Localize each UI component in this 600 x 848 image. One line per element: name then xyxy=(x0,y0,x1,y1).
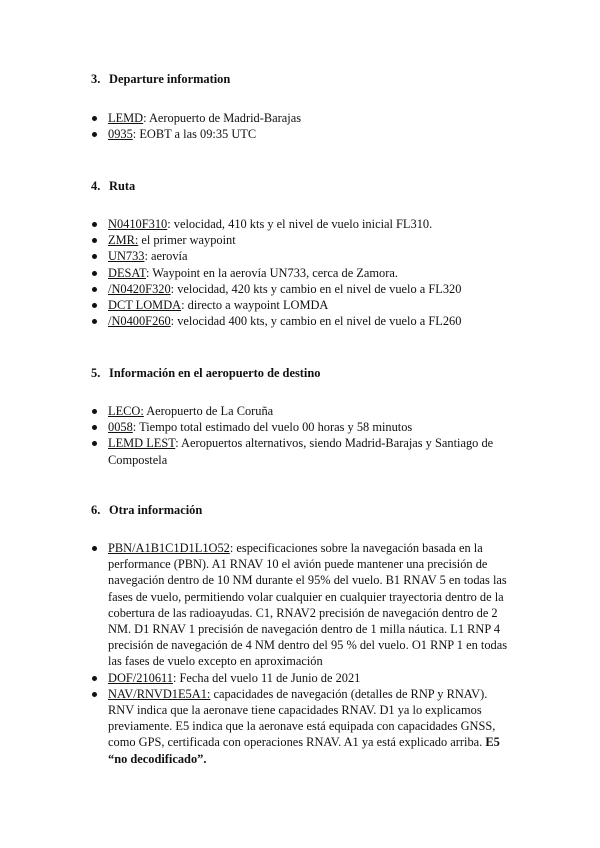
list-item: DOF/210611: Fecha del vuelo 11 de Junio de 2021 xyxy=(0,670,600,686)
code-link[interactable]: UN733 xyxy=(108,249,145,264)
bullet-icon xyxy=(92,132,97,137)
list-item: NAV/RNVD1E5A1: capacidades de navegación (detalles de RNP y RNAV). RNV indica que la aeronave tiene capacidades RNAV. D1 ya lo explicamos previamente. E5 indica que la aeronave está equipada con capacidades GNSS, como GPS, certificada con operaciones RNAV. A1 ya está explicado arriba. E5 “no decodificado”. xyxy=(0,686,600,767)
list-item: 0058: Tiempo total estimado del vuelo 00 horas y 58 minutos xyxy=(0,419,600,435)
bullet-list xyxy=(0,540,600,767)
code-link[interactable]: N0410F310 xyxy=(108,217,168,231)
list-item: N0410F310: velocidad, 410 kts y el nivel de vuelo inicial FL310. xyxy=(0,216,600,232)
code-link[interactable]: /N0400F260 xyxy=(108,314,171,329)
bullet-icon xyxy=(92,116,97,121)
bullet-list xyxy=(0,403,600,468)
code-link[interactable]: DESAT xyxy=(108,265,146,280)
bullet-list xyxy=(0,216,600,329)
list-item: DESAT: Waypoint en la aerovía UN733, cerca de Zamora. xyxy=(0,265,600,281)
bullet-icon xyxy=(92,287,97,292)
bullet-icon xyxy=(92,254,97,259)
bullet-icon xyxy=(92,676,97,681)
list-item: LECO: Aeropuerto de La Coruña xyxy=(0,403,600,419)
bullet-icon xyxy=(92,271,97,276)
code-link[interactable]: LEMD LEST xyxy=(108,436,176,451)
list-item: /N0400F260: velocidad 400 kts, y cambio en el nivel de vuelo a FL260 xyxy=(0,313,600,329)
bullet-icon xyxy=(92,222,97,227)
code-link[interactable]: NAV/RNVD1E5A1: xyxy=(108,686,211,701)
bullet-icon xyxy=(92,692,97,697)
list-item: DCT LOMDA: directo a waypoint LOMDA xyxy=(0,297,600,313)
list-item: PBN/A1B1C1D1L1O52: especificaciones sobre la navegación basada en la performance (PBN). A1 RNAV 10 el avión puede mantener una precisión de navegación dentro de 10 NM durante el 95% del vuelo. B1 RNAV 5 en todas las fases de vuelo, permitiendo volar cualquier en cualquier trayectoria dentro de la cobertura de las radioayudas. C1, RNAV2 precisión de navegación dentro de 2 NM. D1 RNAV 1 precisión de navegación dentro de 1 milla náutica. L1 RNP 4 precisión de navegación de 4 NM dentro del 95 % del vuelo. O1 RNP 1 en todas las fases de vuelo excepto en aproximación xyxy=(0,540,600,670)
bullet-icon xyxy=(92,409,97,414)
list-item: 0935: EOBT a las 09:35 UTC xyxy=(0,126,600,142)
code-link[interactable]: PBN/A1B1C1D1L1O52 xyxy=(108,541,230,555)
bullet-icon xyxy=(92,546,97,551)
list-item: LEMD: Aeropuerto de Madrid-Barajas xyxy=(0,110,600,126)
code-link[interactable]: DCT LOMDA xyxy=(108,298,182,313)
list-item: ZMR: el primer waypoint xyxy=(0,232,600,248)
code-link[interactable]: LEMD xyxy=(108,111,144,125)
bullet-list xyxy=(0,110,600,142)
code-link[interactable]: 0935 xyxy=(108,127,133,142)
bullet-icon xyxy=(92,425,97,430)
section-heading: 5. Información en el aeropuerto de destino xyxy=(91,366,321,380)
code-link[interactable]: LECO: xyxy=(108,404,144,418)
bold-note: E5 “no decodificado”. xyxy=(108,735,500,766)
section-heading: 4. Ruta xyxy=(91,179,136,193)
section-heading: 6. Otra información xyxy=(91,503,203,517)
bullet-icon xyxy=(92,319,97,324)
list-item: UN733: aerovía xyxy=(0,248,600,264)
bullet-icon xyxy=(92,303,97,308)
code-link[interactable]: ZMR: xyxy=(108,233,139,248)
list-item: /N0420F320: velocidad, 420 kts y cambio en el nivel de vuelo a FL320 xyxy=(0,281,600,297)
code-link[interactable]: /N0420F320 xyxy=(108,281,171,296)
code-link[interactable]: DOF/210611 xyxy=(108,670,173,685)
list-item: LEMD LEST: Aeropuertos alternativos, siendo Madrid-Barajas y Santiago de Compostela xyxy=(0,435,600,467)
bullet-icon xyxy=(92,441,97,446)
bullet-icon xyxy=(92,238,97,243)
code-link[interactable]: 0058 xyxy=(108,420,133,435)
section-heading: 3. Departure information xyxy=(91,72,231,86)
